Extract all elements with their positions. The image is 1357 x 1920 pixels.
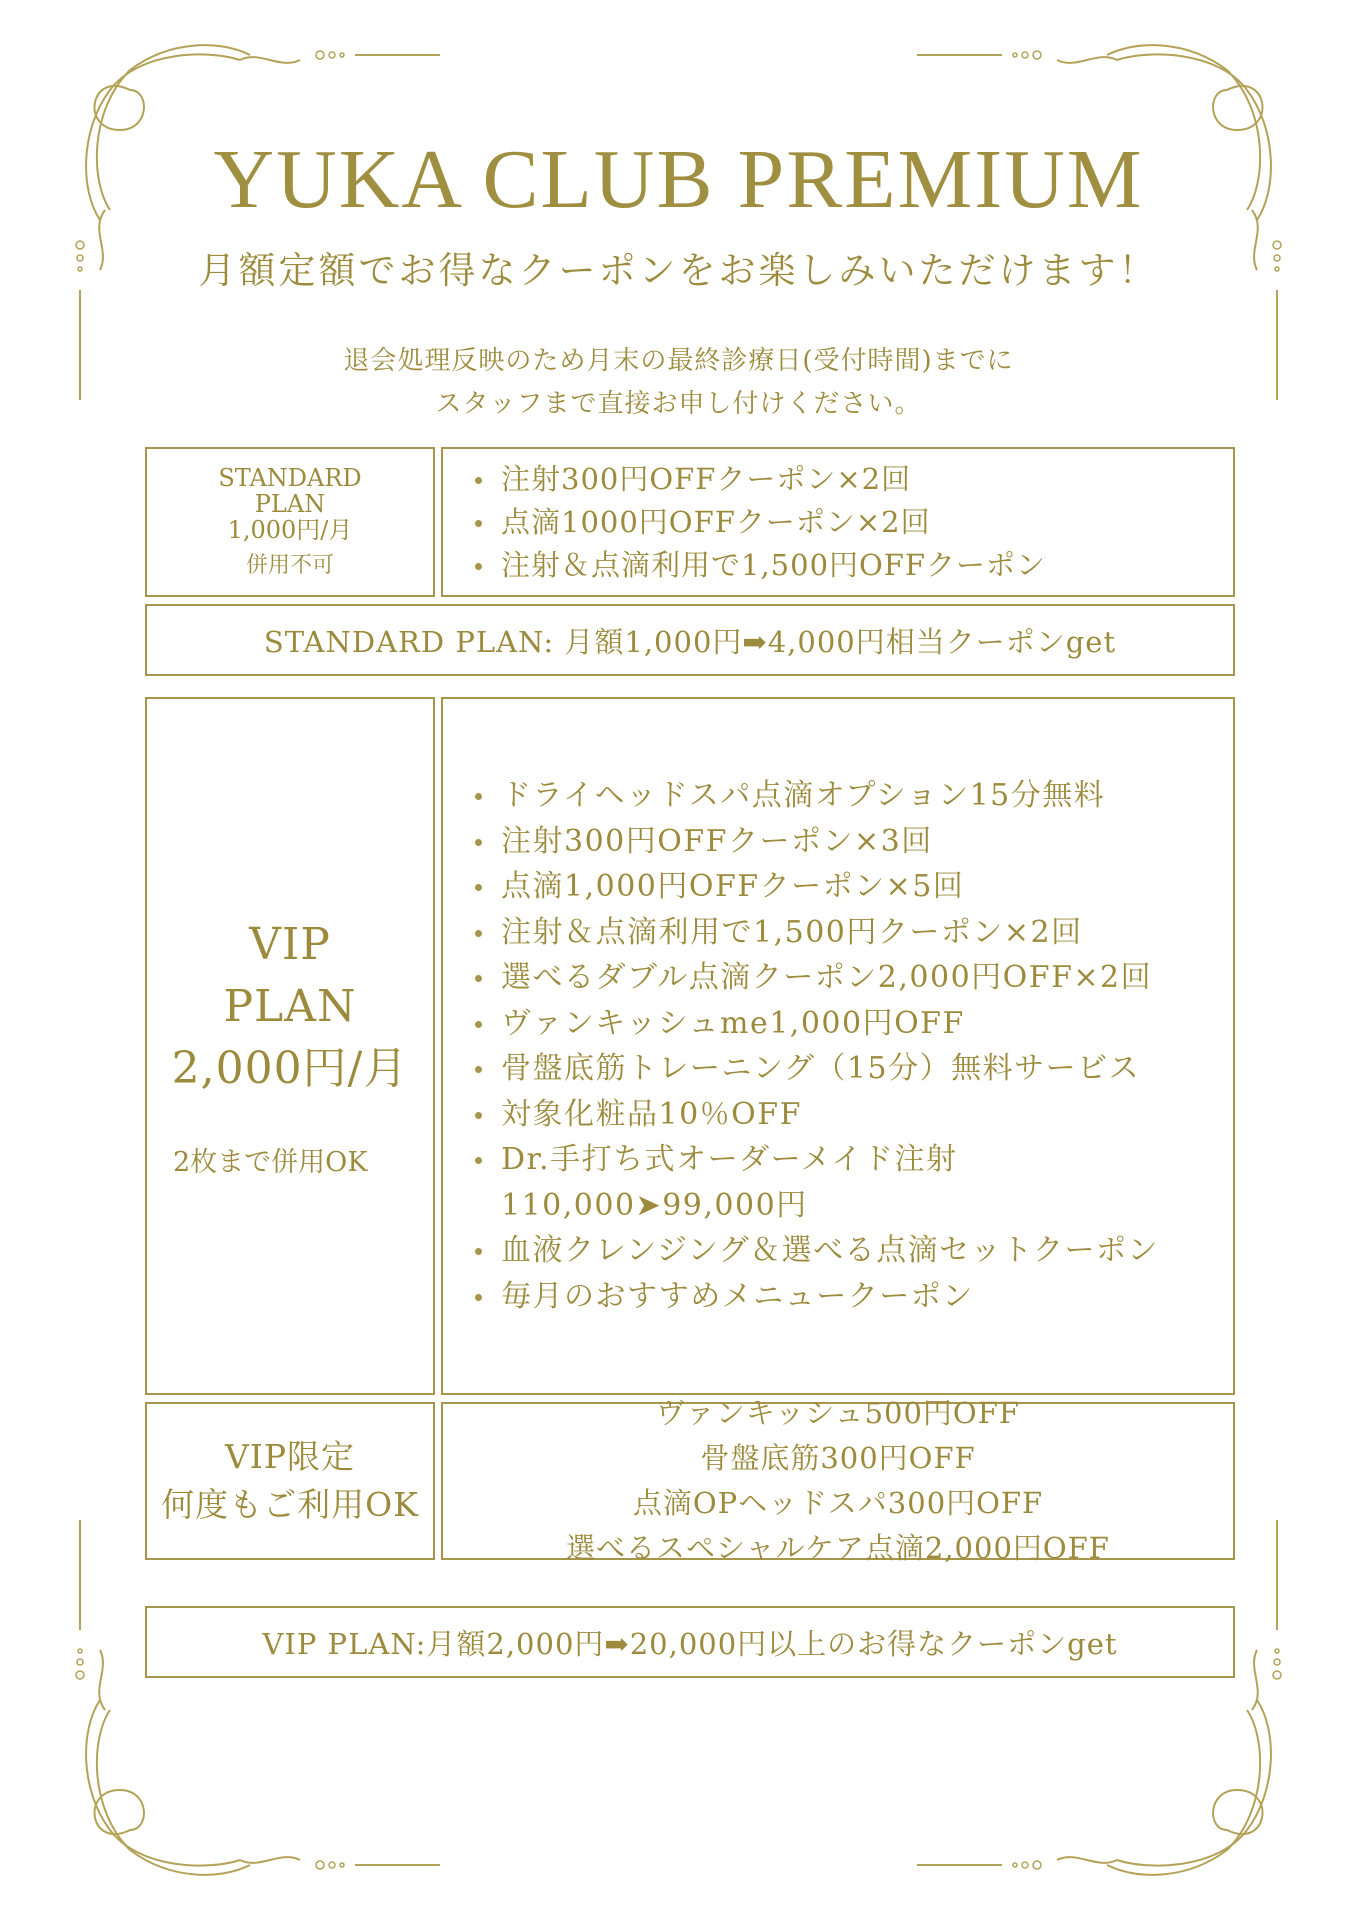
- list-item: 血液クレンジング＆選べる点滴セットクーポン: [463, 1228, 1159, 1274]
- vip-limited-label: [145, 1402, 435, 1560]
- page-title: YUKA CLUB PREMIUM: [213, 133, 1144, 226]
- vip-plan-label: [145, 697, 435, 1395]
- vip-plan-note: 2枚まで併用OK: [173, 1146, 368, 1178]
- list-item: 選べるダブル点滴クーポン2,000円OFF×2回: [463, 955, 1159, 1001]
- standard-plan-price: 1,000円/月: [227, 516, 353, 544]
- list-item: 注射300円OFFクーポン×2回: [463, 458, 1046, 501]
- standard-plan-name-line1: STANDARD: [218, 464, 362, 492]
- list-item: 骨盤底筋トレーニング（15分）無料サービス: [463, 1046, 1159, 1092]
- list-item: 点滴1000円OFFクーポン×2回: [463, 501, 1046, 544]
- list-item: 注射＆点滴利用で1,500円OFFクーポン: [463, 544, 1046, 587]
- vip-limited-items: [441, 1396, 1235, 1565]
- notice-line-1: 退会処理反映のため月末の最終診療日(受付時間)までに: [343, 346, 1014, 376]
- list-item: ヴァンキッシュ500円OFF: [656, 1396, 1020, 1430]
- list-item: 骨盤底筋300円OFF: [700, 1441, 976, 1475]
- benefit-text: Dr.手打ち式オーダーメイド注射: [501, 1142, 958, 1177]
- list-item: [463, 1137, 1159, 1228]
- page-subtitle: 月額定額でお得なクーポンをお楽しみいただけます！: [198, 249, 1159, 292]
- list-item: ヴァンキッシュme1,000円OFF: [463, 1001, 1159, 1047]
- vip-plan-name-line2: PLAN: [223, 980, 357, 1032]
- benefit-continuation: 110,000➤99,000円: [501, 1187, 808, 1223]
- vip-limited-label-line1: VIP限定: [224, 1437, 356, 1476]
- list-item: 注射＆点滴利用で1,500円クーポン×2回: [463, 910, 1159, 956]
- notice-line-2: スタッフまで直接お申し付けください。: [435, 389, 922, 419]
- standard-plan-benefits: [441, 447, 1235, 597]
- vip-plan-name-line1: VIP: [249, 918, 331, 970]
- vip-benefit-list: [463, 773, 1159, 1319]
- corner-ornament-bottom-left: [70, 1510, 450, 1890]
- vip-plan-benefits: [441, 697, 1235, 1395]
- standard-benefit-list: [463, 458, 1046, 587]
- list-item: 選べるスペシャルケア点滴2,000円OFF: [566, 1531, 1110, 1565]
- list-item: 対象化粧品10％OFF: [463, 1092, 1159, 1138]
- list-item: 点滴OPヘッドスパ300円OFF: [632, 1486, 1044, 1520]
- standard-plan-name-line2: PLAN: [254, 490, 326, 518]
- list-item: ドライヘッドスパ点滴オプション15分無料: [463, 773, 1159, 819]
- list-item: 毎月のおすすめメニュークーポン: [463, 1274, 1159, 1320]
- list-item: 注射300円OFFクーポン×3回: [463, 819, 1159, 865]
- standard-plan-label: [145, 447, 435, 597]
- vip-limited-label-line2: 何度もご利用OK: [161, 1485, 419, 1524]
- vip-plan-summary: VIP PLAN:月額2,000円➡20,000円以上のお得なクーポンget: [145, 1606, 1235, 1678]
- standard-plan-note: 併用不可: [245, 553, 334, 578]
- vip-plan-price: 2,000円/月: [171, 1042, 409, 1094]
- cancellation-notice: [0, 340, 1357, 426]
- list-item: 点滴1,000円OFFクーポン×5回: [463, 864, 1159, 910]
- standard-plan-summary: STANDARD PLAN: 月額1,000円➡4,000円相当クーポンget: [145, 604, 1235, 676]
